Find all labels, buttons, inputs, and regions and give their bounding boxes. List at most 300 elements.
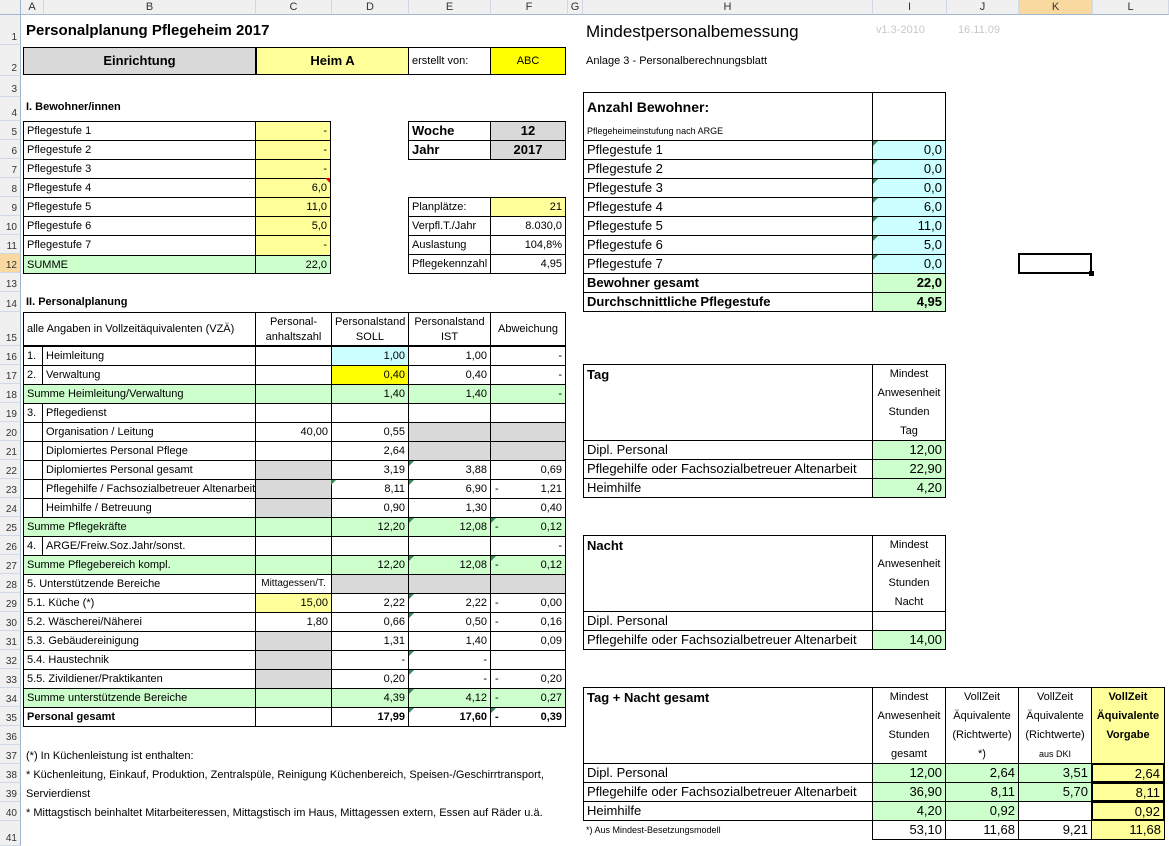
row-label: Summe unterstützende Bereiche: [23, 688, 256, 708]
cell-soll: 0,20: [331, 669, 409, 689]
tagnacht-vorgabe[interactable]: 8,11: [1091, 782, 1165, 802]
cell-ist: 1,00: [408, 346, 491, 366]
row-indent: [23, 422, 43, 442]
anzahl-value: 6,0: [872, 197, 946, 217]
cell-abweichung: -: [490, 365, 566, 385]
cell-soll[interactable]: 1,00: [331, 346, 409, 366]
tag-value: 4,20: [872, 478, 946, 498]
note-40: * Mittagstisch beinhaltet Mitarbeiteressen, Mittagstisch im Haus, Mittagessen extern, Essen auf Räder u.ä.: [26, 807, 543, 819]
fill-handle[interactable]: [1089, 271, 1094, 276]
tagnacht-total-j: 11,68: [945, 820, 1019, 840]
cell-soll: 12,20: [331, 555, 409, 575]
row-header-11[interactable]: 11: [0, 235, 21, 254]
tagnacht-mindest: 12,00: [872, 763, 946, 783]
tagnacht-total-l: 11,68: [1091, 820, 1165, 840]
anzahl-label: Pflegestufe 6: [583, 235, 873, 255]
table-bottom-border: [23, 726, 566, 727]
cell-soll: 4,39: [331, 688, 409, 708]
cell-anhaltszahl: [255, 707, 332, 727]
note-indicator: [491, 556, 496, 561]
cell-ist: 1,40: [408, 631, 491, 651]
minus-sign: -: [495, 692, 499, 704]
minus-sign: -: [495, 483, 499, 495]
note-indicator: [873, 141, 878, 146]
tag-header: Mindest Anwesenheit Stunden Tag: [872, 364, 946, 441]
note-indicator: [873, 179, 878, 184]
row-header-17[interactable]: 17: [0, 365, 21, 384]
row-header-10[interactable]: 10: [0, 216, 21, 235]
cell-anhaltszahl: [255, 460, 332, 480]
tag-value: 12,00: [872, 440, 946, 460]
cell-ist: [408, 403, 491, 423]
tagnacht-footnote: *) Aus Mindest-Besetzungsmodell: [586, 825, 721, 835]
table-header-first: alle Angaben in Vollzeitäquivalenten (VZÄ): [23, 312, 256, 346]
version-date: 16.11.09: [958, 24, 1001, 36]
note-indicator: [409, 651, 414, 656]
row-label: Pflegehilfe / Fachsozialbetreuer Altenarbeit: [42, 479, 256, 499]
heim-cell[interactable]: Heim A: [256, 47, 409, 75]
row-label: Diplomiertes Personal gesamt: [42, 460, 256, 480]
row-header-25[interactable]: 25: [0, 517, 21, 536]
row-header-3[interactable]: 3: [0, 76, 21, 97]
tagnacht-dki: 3,51: [1018, 763, 1092, 783]
bewohner-label: Pflegestufe 2: [23, 140, 256, 160]
cell-ist: 17,60: [408, 707, 491, 727]
row-header-22[interactable]: 22: [0, 460, 21, 479]
column-header-H[interactable]: H: [583, 0, 873, 15]
row-indent: [23, 498, 43, 518]
row-header-20[interactable]: 20: [0, 422, 21, 441]
row-number: 4.: [23, 536, 43, 556]
note-38: * Küchenleitung, Einkauf, Produktion, Zentralspüle, Reinigung Küchenbereich, Speisen-/Geschirrtransport,: [26, 769, 544, 781]
row-header-2[interactable]: 2: [0, 45, 21, 76]
note-indicator: [873, 236, 878, 241]
note-indicator: [491, 518, 496, 523]
column-header-A[interactable]: A: [21, 0, 44, 15]
minus-sign: -: [495, 597, 499, 609]
tagnacht-mindest: 4,20: [872, 801, 946, 821]
anzahl-value: 5,0: [872, 235, 946, 255]
column-header-E[interactable]: E: [409, 0, 491, 15]
anzahl-value: 0,0: [872, 178, 946, 198]
anlage-text: Anlage 3 - Personalberechnungsblatt: [586, 55, 768, 67]
tagnacht-title: Tag + Nacht gesamt: [583, 687, 873, 764]
bewohner-label: Pflegestufe 5: [23, 197, 256, 217]
table-header-c: Personal- anhaltszahl: [255, 312, 332, 346]
column-header-D[interactable]: D: [332, 0, 409, 15]
cell-ist: 2,22: [408, 593, 491, 613]
cell-ist: 0,50: [408, 612, 491, 632]
cell-abweichung: -: [490, 536, 566, 556]
version: v1.3-2010: [876, 24, 925, 36]
tagnacht-header-i: Mindest Anwesenheit Stunden gesamt: [872, 687, 946, 764]
row-header-5[interactable]: 5: [0, 121, 21, 140]
row-header-9[interactable]: 9: [0, 197, 21, 216]
summe-value: 22,0: [255, 255, 331, 274]
column-header-B[interactable]: B: [44, 0, 256, 15]
cell-abweichung: -: [490, 384, 566, 404]
row-header-7[interactable]: 7: [0, 159, 21, 178]
cell-soll[interactable]: 0,40: [331, 365, 409, 385]
cell-soll: [331, 403, 409, 423]
cell-ist: [408, 441, 491, 461]
anzahl-label: Pflegestufe 4: [583, 197, 873, 217]
comment-indicator: [325, 178, 330, 183]
cell-anhaltszahl: [255, 517, 332, 537]
note-indicator: [409, 461, 414, 466]
bewohner-label: Pflegestufe 6: [23, 216, 256, 236]
avg-pflegestufe-label: Durchschnittliche Pflegestufe: [583, 292, 873, 312]
cell-ist: 3,88: [408, 460, 491, 480]
row-header-37[interactable]: 37: [0, 745, 21, 764]
minus-sign: -: [495, 616, 499, 628]
cell-abweichung: 0,69: [490, 460, 566, 480]
row-header-36[interactable]: 36: [0, 726, 21, 745]
cell-soll: 8,11: [331, 479, 409, 499]
row-header-16[interactable]: 16: [0, 346, 21, 365]
row-label: 5.2. Wäscherei/Näherei: [23, 612, 256, 632]
row-label: Pflegedienst: [42, 403, 256, 423]
cell-ist: 4,12: [408, 688, 491, 708]
nacht-value: 14,00: [872, 630, 946, 650]
note-indicator: [873, 198, 878, 203]
summe-label: SUMME: [23, 255, 256, 274]
cell-soll: 0,55: [331, 422, 409, 442]
cell-anhaltszahl: 1,80: [255, 612, 332, 632]
row-header-35[interactable]: 35: [0, 707, 21, 726]
note-indicator: [409, 670, 414, 675]
cell-abweichung: 0,09: [490, 631, 566, 651]
cell-soll: 17,99: [331, 707, 409, 727]
cell-abweichung: [490, 650, 566, 670]
note-indicator: [409, 518, 414, 523]
cell-anhaltszahl: [255, 536, 332, 556]
bewohner-label: Pflegestufe 3: [23, 159, 256, 179]
column-header-J[interactable]: J: [947, 0, 1019, 15]
row-header-30[interactable]: 30: [0, 612, 21, 631]
bewohner-label: Pflegestufe 1: [23, 121, 256, 141]
cell-abweichung: [490, 574, 566, 594]
cell-soll: [331, 574, 409, 594]
avg-pflegestufe-value: 4,95: [872, 292, 946, 312]
minus-sign: -: [495, 559, 499, 571]
einrichtung-label: Einrichtung: [23, 47, 256, 75]
row-number: 1.: [23, 346, 43, 366]
active-cell-cursor[interactable]: [1018, 253, 1092, 274]
section2-title: II. Personalplanung: [26, 296, 128, 308]
row-header-33[interactable]: 33: [0, 669, 21, 688]
bewohner-value[interactable]: -: [255, 235, 331, 255]
row-label: Verwaltung: [42, 365, 256, 385]
cell-anhaltszahl: [255, 479, 332, 499]
cell-soll: 1,31: [331, 631, 409, 651]
cell-anhaltszahl: [255, 403, 332, 423]
plan-value: 8.030,0: [490, 216, 566, 236]
table-header-f: Abweichung: [490, 312, 566, 346]
tagnacht-label: Heimhilfe: [583, 801, 873, 821]
row-header-12[interactable]: 12: [0, 254, 21, 273]
plan-value: 4,95: [490, 254, 566, 274]
cell-abweichung: 0,40: [490, 498, 566, 518]
row-number: 2.: [23, 365, 43, 385]
row-header-26[interactable]: 26: [0, 536, 21, 555]
row-header-31[interactable]: 31: [0, 631, 21, 650]
cell-abweichung: 0,16 -: [490, 612, 566, 632]
cell-ist: 6,90: [408, 479, 491, 499]
note-indicator: [409, 480, 414, 485]
tag-label: Heimhilfe: [583, 478, 873, 498]
woche-label: Woche: [408, 121, 491, 141]
cell-abweichung: 0,12 -: [490, 555, 566, 575]
bewohner-value[interactable]: 6,0: [255, 178, 331, 198]
row-label: Summe Heimleitung/Verwaltung: [23, 384, 256, 404]
cell-anhaltszahl: [255, 384, 332, 404]
bewohner-label: Pflegestufe 4: [23, 178, 256, 198]
row-label: 5.1. Küche (*): [23, 593, 256, 613]
row-header-27[interactable]: 27: [0, 555, 21, 574]
cell-abweichung: 0,20 -: [490, 669, 566, 689]
nacht-label: Pflegehilfe oder Fachsozialbetreuer Altenarbeit: [583, 630, 873, 650]
tagnacht-vorgabe[interactable]: 0,92: [1091, 801, 1165, 821]
cell-soll: 3,19: [331, 460, 409, 480]
anzahl-title: Anzahl Bewohner: Pflegeheimeinstufung nach ARGE: [583, 92, 873, 141]
cell-abweichung: 0,12 -: [490, 517, 566, 537]
note-indicator: [409, 689, 414, 694]
column-header-G[interactable]: G: [568, 0, 583, 15]
nacht-header: Mindest Anwesenheit Stunden Nacht: [872, 535, 946, 612]
row-header-6[interactable]: 6: [0, 140, 21, 159]
row-indent: [23, 479, 43, 499]
note-39: Servierdienst: [26, 788, 91, 800]
jahr-value[interactable]: 2017: [490, 140, 566, 160]
row-header-4[interactable]: 4: [0, 97, 21, 121]
bewohner-value[interactable]: 11,0: [255, 197, 331, 217]
tagnacht-dki: [1018, 801, 1092, 821]
cell-soll: 0,90: [331, 498, 409, 518]
minus-sign: -: [495, 521, 499, 533]
bewohner-value[interactable]: 5,0: [255, 216, 331, 236]
tag-title: Tag: [583, 364, 873, 441]
cell-ist: [408, 574, 491, 594]
cell-soll: 2,22: [331, 593, 409, 613]
cell-abweichung: -: [490, 346, 566, 366]
note-37: (*) In Küchenleistung ist enthalten:: [26, 750, 194, 762]
column-header-I[interactable]: I: [873, 0, 947, 15]
tagnacht-total-i: 53,10: [872, 820, 946, 840]
tagnacht-richtwerte: 2,64: [945, 763, 1019, 783]
table-header-e: Personalstand IST: [408, 312, 491, 346]
sheet-title: Personalplanung Pflegeheim 2017: [26, 22, 270, 39]
row-header-8[interactable]: 8: [0, 178, 21, 197]
column-header-F[interactable]: F: [491, 0, 568, 15]
row-indent: [23, 460, 43, 480]
cell-abweichung: 1,21 -: [490, 479, 566, 499]
tag-label: Dipl. Personal: [583, 440, 873, 460]
anzahl-value: 0,0: [872, 254, 946, 274]
row-label: Summe Pflegekräfte: [23, 517, 256, 537]
bewohner-value[interactable]: -: [255, 121, 331, 141]
cell-abweichung: [490, 441, 566, 461]
note-indicator: [491, 708, 496, 713]
cell-anhaltszahl: Mittagessen/T.: [255, 574, 332, 594]
row-header-24[interactable]: 24: [0, 498, 21, 517]
anzahl-value: 0,0: [872, 140, 946, 160]
row-label: Diplomiertes Personal Pflege: [42, 441, 256, 461]
cell-anhaltszahl: [255, 650, 332, 670]
cell-soll: 1,40: [331, 384, 409, 404]
tagnacht-vorgabe[interactable]: 2,64: [1091, 763, 1165, 783]
anzahl-header-blank: [872, 92, 946, 141]
row-header-19[interactable]: 19: [0, 403, 21, 422]
right-title: Mindestpersonalbemessung: [586, 22, 799, 41]
row-label: 5.3. Gebäudereinigung: [23, 631, 256, 651]
woche-value[interactable]: 12: [490, 121, 566, 141]
erstellt-label: erstellt von:: [408, 47, 491, 75]
cell-ist: 12,08: [408, 555, 491, 575]
tagnacht-richtwerte: 0,92: [945, 801, 1019, 821]
cell-ist: -: [408, 650, 491, 670]
row-label: 5. Unterstützende Bereiche: [23, 574, 256, 594]
note-indicator: [409, 613, 414, 618]
select-all-corner[interactable]: [0, 0, 21, 15]
cell-soll: 0,66: [331, 612, 409, 632]
cell-soll: [331, 536, 409, 556]
column-header-L[interactable]: L: [1093, 0, 1169, 15]
plan-value[interactable]: 21: [490, 197, 566, 217]
bewohner-value[interactable]: -: [255, 159, 331, 179]
tagnacht-total-k: 9,21: [1018, 820, 1092, 840]
tagnacht-header-j: VollZeit Äquivalente (Richtwerte) *): [945, 687, 1019, 764]
row-label: Organisation / Leitung: [42, 422, 256, 442]
nacht-label: Dipl. Personal: [583, 611, 873, 631]
minus-sign: -: [495, 673, 499, 685]
anzahl-label: Pflegestufe 5: [583, 216, 873, 236]
nacht-title: Nacht: [583, 535, 873, 612]
cell-abweichung: 0,39 -: [490, 707, 566, 727]
cell-ist: [408, 422, 491, 442]
cell-ist: 1,40: [408, 384, 491, 404]
row-number: 3.: [23, 403, 43, 423]
note-indicator: [873, 217, 878, 222]
cell-soll: -: [331, 650, 409, 670]
cell-anhaltszahl[interactable]: 15,00: [255, 593, 332, 613]
cell-abweichung: 0,27 -: [490, 688, 566, 708]
row-label: Personal gesamt: [23, 707, 256, 727]
column-header-C[interactable]: C: [256, 0, 332, 15]
plan-label: Pflegekennzahl: [408, 254, 491, 274]
row-header-13[interactable]: 13: [0, 273, 21, 292]
cell-anhaltszahl: 40,00: [255, 422, 332, 442]
cell-ist: -: [408, 669, 491, 689]
cell-abweichung: 0,00 -: [490, 593, 566, 613]
anzahl-label: Pflegestufe 3: [583, 178, 873, 198]
row-header-23[interactable]: 23: [0, 479, 21, 498]
cell-anhaltszahl: [255, 365, 332, 385]
bewohner-gesamt-value: 22,0: [872, 273, 946, 293]
row-header-15[interactable]: 15: [0, 312, 21, 346]
row-header-32[interactable]: 32: [0, 650, 21, 669]
row-label: Heimhilfe / Betreuung: [42, 498, 256, 518]
bewohner-label: Pflegestufe 7: [23, 235, 256, 255]
anzahl-value: 11,0: [872, 216, 946, 236]
row-label: Heimleitung: [42, 346, 256, 366]
section1-title: I. Bewohner/innen: [26, 101, 121, 113]
anzahl-label: Pflegestufe 1: [583, 140, 873, 160]
row-header-40[interactable]: 40: [0, 802, 21, 821]
anzahl-value: 0,0: [872, 159, 946, 179]
tagnacht-header-k: VollZeit Äquivalente (Richtwerte) aus DKI: [1018, 687, 1092, 764]
row-header-39[interactable]: 39: [0, 783, 21, 802]
cell-anhaltszahl: [255, 346, 332, 366]
row-header-38[interactable]: 38: [0, 764, 21, 783]
plan-label: Verpfl.T./Jahr: [408, 216, 491, 236]
note-indicator: [873, 255, 878, 260]
row-header-28[interactable]: 28: [0, 574, 21, 593]
minus-sign: -: [495, 711, 499, 723]
cell-ist: [408, 536, 491, 556]
tagnacht-label: Pflegehilfe oder Fachsozialbetreuer Altenarbeit: [583, 782, 873, 802]
cell-anhaltszahl: [255, 688, 332, 708]
plan-value: 104,8%: [490, 235, 566, 255]
bewohner-gesamt-label: Bewohner gesamt: [583, 273, 873, 293]
column-header-K[interactable]: K: [1019, 0, 1093, 15]
row-header-14[interactable]: 14: [0, 292, 21, 312]
anzahl-label: Pflegestufe 7: [583, 254, 873, 274]
plan-label: Auslastung: [408, 235, 491, 255]
cell-abweichung: [490, 422, 566, 442]
plan-label: Planplätze:: [408, 197, 491, 217]
note-indicator: [409, 556, 414, 561]
row-label: ARGE/Freiw.Soz.Jahr/sonst.: [42, 536, 256, 556]
table-header-d: Personalstand SOLL: [331, 312, 409, 346]
row-indent: [23, 441, 43, 461]
row-label: 5.5. Zivildiener/Praktikanten: [23, 669, 256, 689]
cell-anhaltszahl: [255, 631, 332, 651]
cell-ist: 0,40: [408, 365, 491, 385]
tagnacht-dki: 5,70: [1018, 782, 1092, 802]
note-indicator: [331, 480, 336, 485]
cell-ist: 1,30: [408, 498, 491, 518]
erstellt-value[interactable]: ABC: [490, 47, 566, 75]
anzahl-label: Pflegestufe 2: [583, 159, 873, 179]
cell-ist: 12,08: [408, 517, 491, 537]
bewohner-value[interactable]: -: [255, 140, 331, 160]
row-label: Summe Pflegebereich kompl.: [23, 555, 256, 575]
cell-anhaltszahl: [255, 441, 332, 461]
row-label: 5.4. Haustechnik: [23, 650, 256, 670]
tag-value: 22,90: [872, 459, 946, 479]
cell-abweichung: [490, 403, 566, 423]
cell-anhaltszahl: [255, 498, 332, 518]
cell-anhaltszahl: [255, 555, 332, 575]
cell-anhaltszahl: [255, 669, 332, 689]
tagnacht-richtwerte: 8,11: [945, 782, 1019, 802]
tagnacht-label: Dipl. Personal: [583, 763, 873, 783]
cell-soll: 12,20: [331, 517, 409, 537]
row-header-41[interactable]: 41: [0, 821, 21, 846]
row-header-29[interactable]: 29: [0, 593, 21, 612]
tagnacht-mindest: 36,90: [872, 782, 946, 802]
row-header-34[interactable]: 34: [0, 688, 21, 707]
row-header-21[interactable]: 21: [0, 441, 21, 460]
tag-label: Pflegehilfe oder Fachsozialbetreuer Altenarbeit: [583, 459, 873, 479]
row-header-18[interactable]: 18: [0, 384, 21, 403]
note-indicator: [873, 160, 878, 165]
jahr-label: Jahr: [408, 140, 491, 160]
note-indicator: [409, 594, 414, 599]
row-header-1[interactable]: 1: [0, 15, 21, 45]
nacht-value: [872, 611, 946, 631]
